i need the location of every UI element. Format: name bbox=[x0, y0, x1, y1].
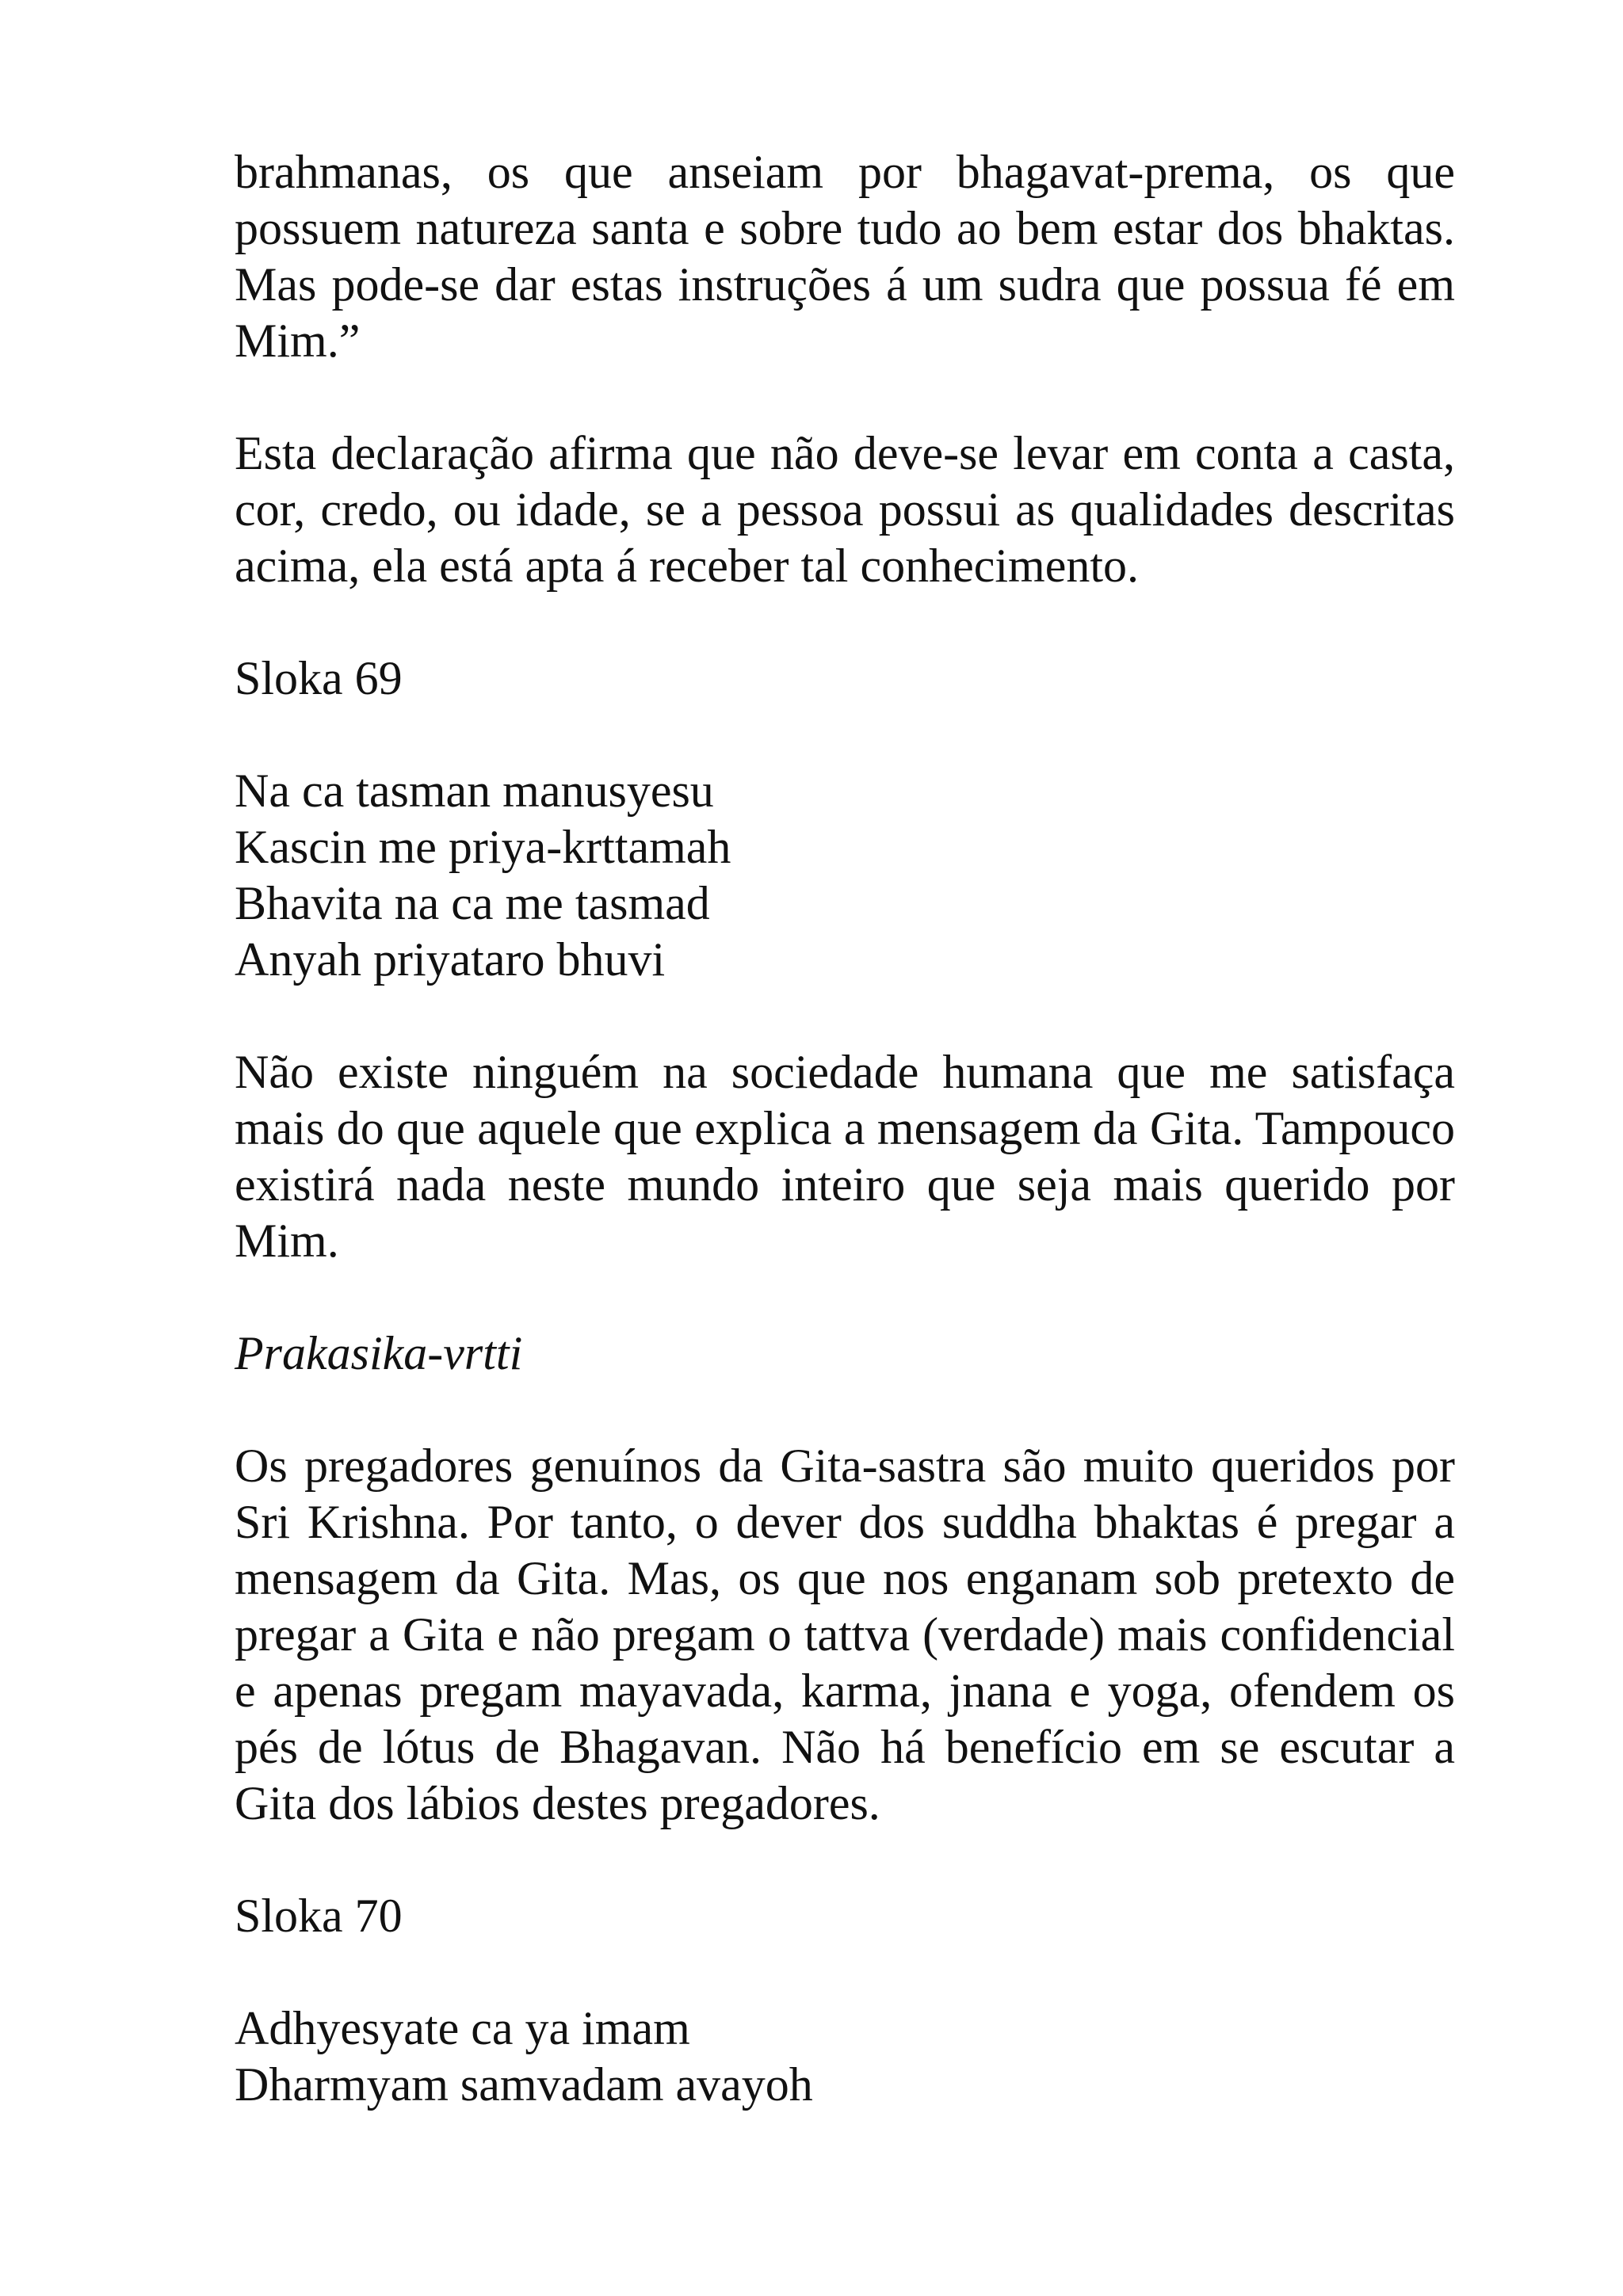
sloka-70-heading: Sloka 70 bbox=[235, 1890, 403, 1942]
sloka-70-verse bbox=[235, 2000, 1455, 2113]
commentary-title: Prakasika-vrtti bbox=[235, 1327, 523, 1379]
paragraph-commentary: Os pregadores genuínos da Gita-sastra são muito queridos por Sri Krishna. Por tanto, o dever dos suddha bhaktas é pregar a mensagem da Gita. Mas, os que nos enganam sob pretexto de pregar a Gita e não pregam o tattva (verdade) mais confidencial e apenas pregam mayavada, karma, jnana e yoga, ofendem os pés de lótus de Bhagavan. Não há benefício em se escutar a Gita dos lábios destes pregadores. bbox=[235, 1440, 1455, 1829]
sloka-69-verse bbox=[235, 763, 1455, 988]
verse-line: Na ca tasman manusyesu bbox=[235, 765, 714, 817]
paragraph-translation-69: Não existe ninguém na sociedade humana que me satisfaça mais do que aquele que explica a mensagem da Gita. Tampouco existirá nada neste mundo inteiro que seja mais querido por Mim. bbox=[235, 1046, 1455, 1267]
paragraph-declaration: Esta declaração afirma que não deve-se levar em conta a casta, cor, credo, ou idade, se a pessoa possui as qualidades descritas acima, ela está apta á receber tal conhecimento. bbox=[235, 427, 1455, 592]
paragraph-brahmanas: brahmanas, os que anseiam por bhagavat-prema, os que possuem natureza santa e sobre tudo ao bem estar dos bhaktas. Mas pode-se dar estas instruções á um sudra que possua fé em Mim.” bbox=[235, 146, 1455, 367]
document-page bbox=[235, 144, 1455, 2113]
verse-line: Kascin me priya-krttamah bbox=[235, 821, 731, 873]
sloka-69-heading: Sloka 69 bbox=[235, 652, 403, 704]
verse-line: Anyah priyataro bhuvi bbox=[235, 933, 666, 986]
verse-line: Bhavita na ca me tasmad bbox=[235, 877, 710, 929]
verse-line: Adhyesyate ca ya imam bbox=[235, 2002, 690, 2054]
verse-line: Dharmyam samvadam avayoh bbox=[235, 2058, 813, 2111]
